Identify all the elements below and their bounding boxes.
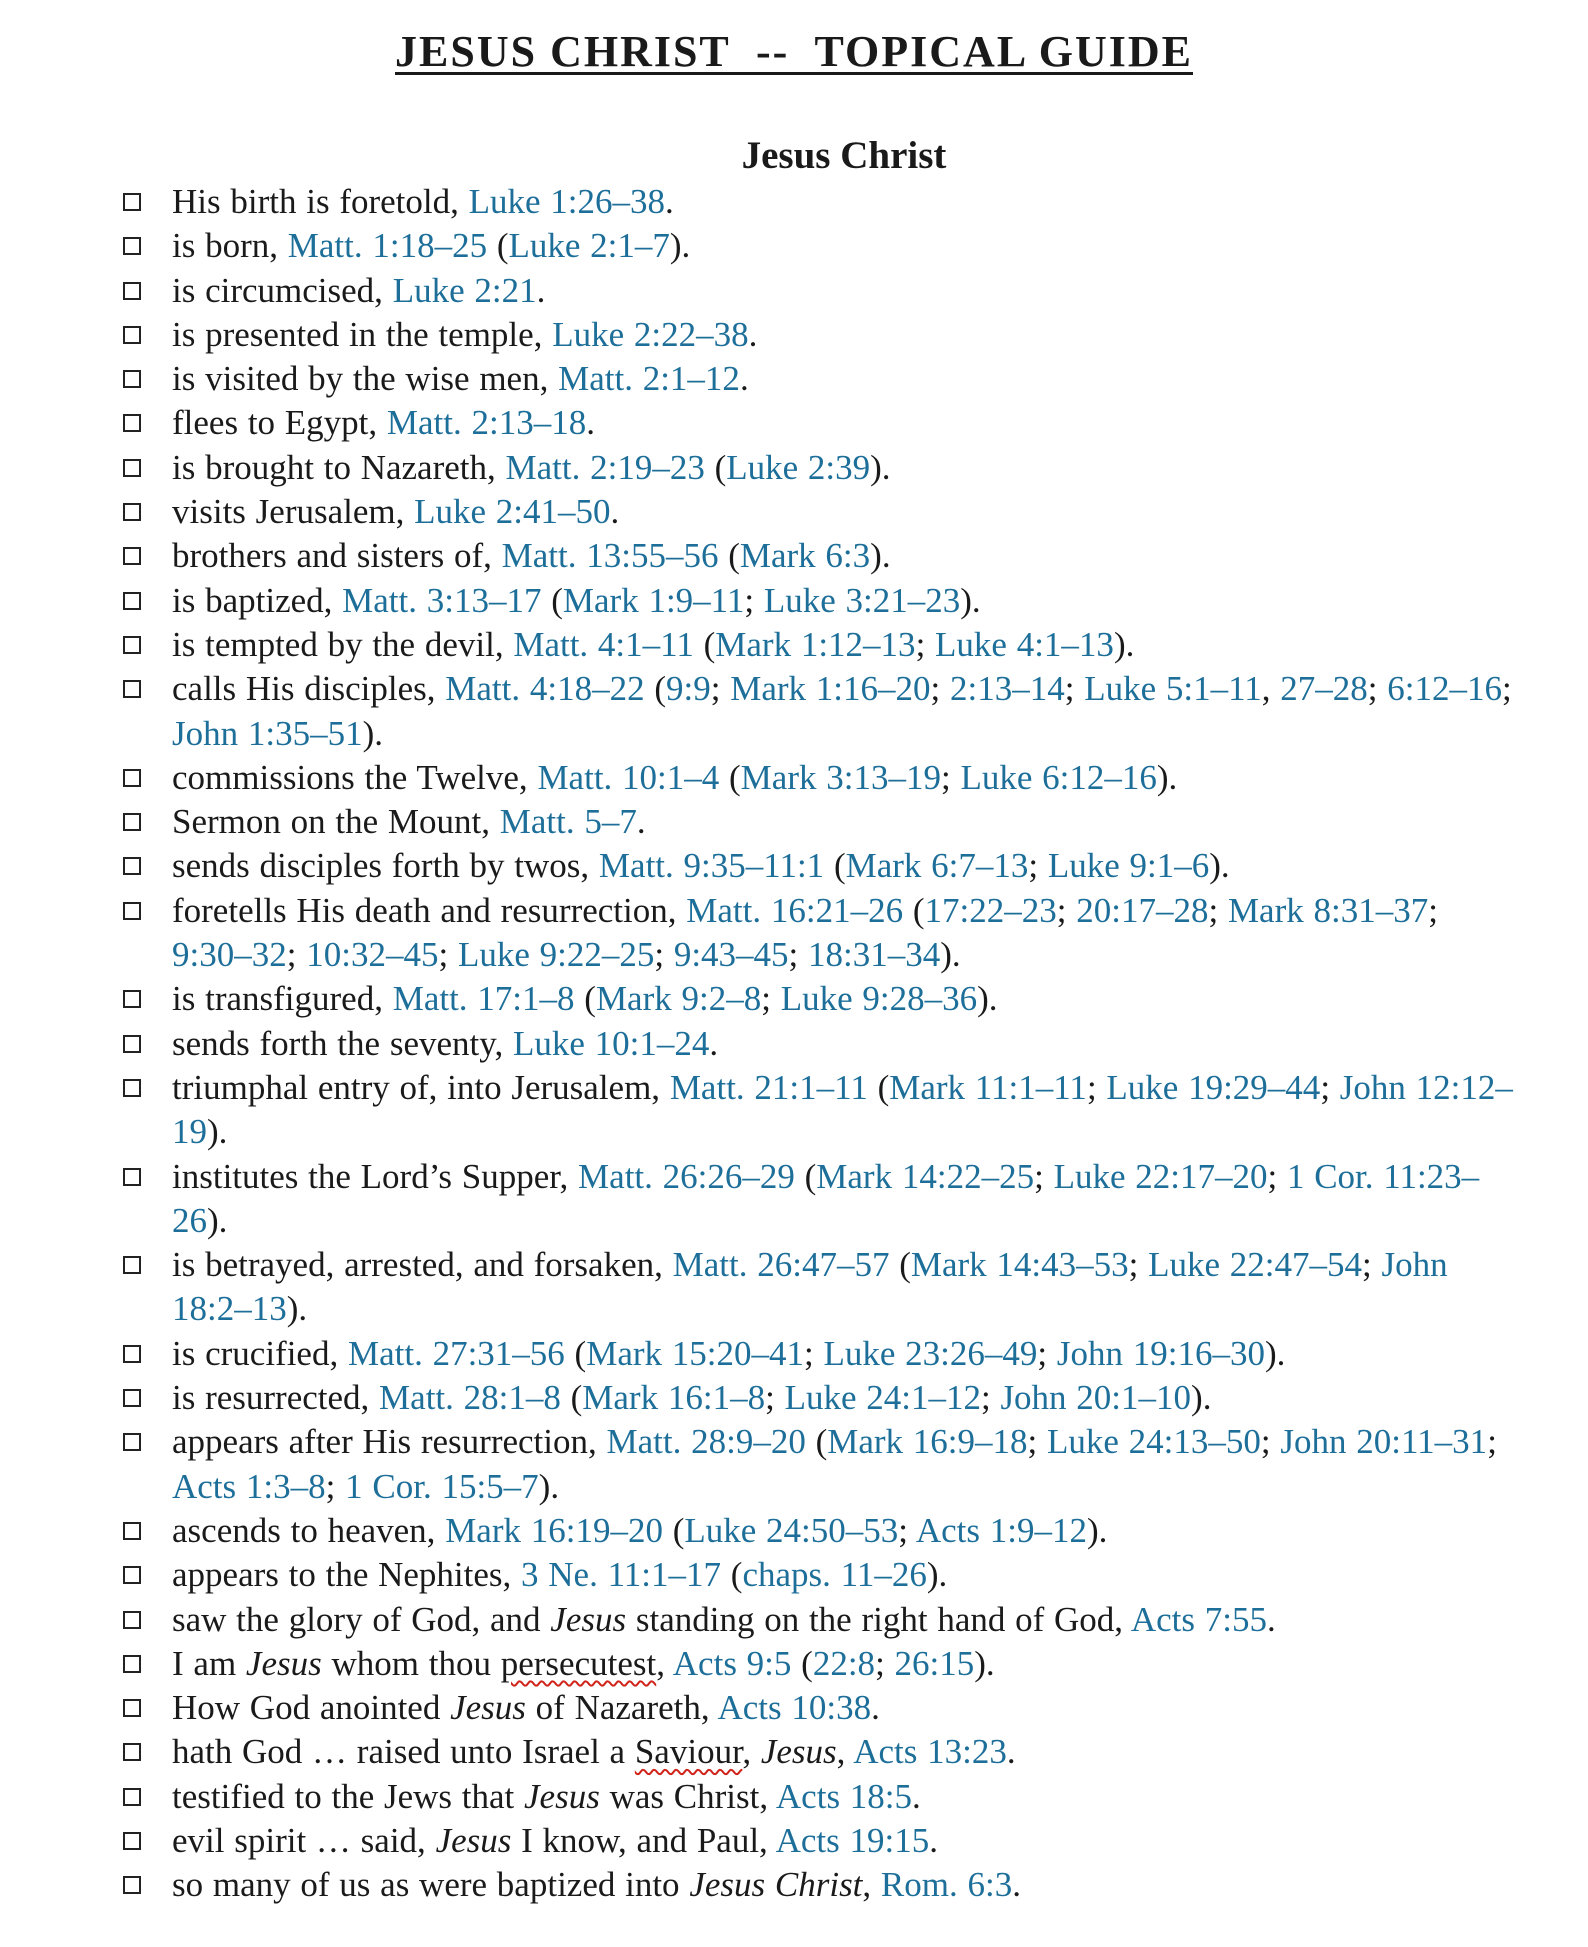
scripture-reference-link[interactable]: Luke 2:1–7 (508, 226, 670, 266)
entry-text: ). (286, 1289, 308, 1329)
scripture-reference-link[interactable]: Matt. 27:31–56 (347, 1333, 565, 1373)
entry-text: ( (824, 846, 846, 886)
entry-text: ). (207, 1112, 228, 1152)
scripture-reference-link[interactable]: Luke 22:47–54 (1148, 1245, 1363, 1285)
entry-text: ( (693, 624, 716, 664)
entry-text: ). (870, 447, 891, 487)
scripture-reference-link[interactable]: Luke 22:17–20 (1053, 1156, 1268, 1196)
topic-entry (120, 800, 1520, 844)
entry-text: ; (1034, 1156, 1054, 1196)
entry-text: ; (1260, 1422, 1281, 1462)
scripture-reference-link[interactable]: Mark 11:1–11 (889, 1067, 1087, 1107)
topic-entry (120, 623, 1520, 667)
entry-text: How God anointed (172, 1688, 451, 1728)
entry-text: ). (870, 536, 891, 576)
entry-text: ; (898, 1510, 916, 1550)
entry-text: . (536, 270, 546, 310)
scripture-reference-link[interactable]: 20:17–28 (1076, 890, 1209, 930)
entry-text: hath God … raised unto Israel a (172, 1732, 635, 1772)
checkbox-icon[interactable] (123, 1522, 141, 1540)
entry-text: ). (669, 226, 691, 266)
entry-text: whom thou (321, 1643, 501, 1683)
scripture-reference-link[interactable]: Mark 1:9–11 (562, 580, 745, 620)
scripture-reference-link[interactable]: 9:30–32 (172, 935, 287, 975)
emphasized-text: Jesus (550, 1599, 627, 1639)
scripture-reference-link[interactable]: Luke 4:1–13 (935, 624, 1114, 664)
topic-entry (120, 844, 1520, 888)
checkbox-icon[interactable] (123, 326, 141, 344)
entry-text: ). (1191, 1378, 1212, 1418)
entry-text: ; (875, 1643, 895, 1683)
page-title-text: JESUS CHRIST -- TOPICAL GUIDE (395, 27, 1193, 76)
entry-text: ( (794, 1156, 817, 1196)
entry-text: is brought to Nazareth, (172, 447, 506, 487)
checkbox-icon[interactable] (123, 857, 141, 875)
scripture-reference-link[interactable]: Mark 9:2–8 (595, 979, 762, 1019)
scripture-reference-link[interactable]: chaps. 11–26 (742, 1555, 927, 1595)
topic-entry (120, 1863, 1520, 1907)
scripture-reference-link[interactable]: Matt. 13:55–56 (501, 536, 719, 576)
topic-entry (120, 180, 1520, 224)
entry-text: ). (960, 580, 981, 620)
scripture-reference-link[interactable]: Luke 24:50–53 (684, 1510, 899, 1550)
entry-text: ( (487, 226, 509, 266)
scripture-reference-link[interactable]: 6:12–16 (1387, 669, 1503, 709)
entry-text: . (610, 492, 620, 532)
emphasized-text: Jesus (245, 1643, 322, 1683)
checkbox-icon[interactable] (123, 1743, 141, 1761)
scripture-reference-link[interactable]: Mark 15:20–41 (586, 1333, 804, 1373)
entry-text: ( (704, 447, 727, 487)
entry-text: . (748, 314, 758, 354)
entry-text: . (739, 359, 749, 399)
scripture-reference-link[interactable]: Luke 1:26–38 (468, 182, 666, 221)
entry-text: . (912, 1776, 921, 1816)
entry-text: is visited by the wise men, (172, 359, 559, 399)
scripture-reference-link[interactable]: Acts 18:5 (775, 1776, 913, 1816)
checkbox-icon[interactable] (123, 193, 141, 211)
scripture-reference-link[interactable]: 1 Cor. 11:23–26 (172, 1156, 1480, 1240)
scripture-reference-link[interactable]: Luke 23:26–49 (823, 1333, 1038, 1373)
scripture-reference-link[interactable]: Mark 6:7–13 (845, 846, 1029, 886)
scripture-reference-link[interactable]: Mark 16:19–20 (445, 1510, 663, 1550)
checkbox-icon[interactable] (123, 592, 141, 610)
topic-entry (120, 1686, 1520, 1730)
scripture-reference-link[interactable]: Luke 19:29–44 (1106, 1067, 1321, 1107)
scripture-reference-link[interactable]: Matt. 2:19–23 (505, 447, 705, 487)
scripture-reference-link[interactable]: Luke 2:39 (726, 447, 871, 487)
scripture-reference-link[interactable]: Luke 6:12–16 (960, 757, 1157, 797)
topic-entry (120, 1155, 1520, 1244)
checkbox-icon[interactable] (123, 769, 141, 787)
topic-entry (120, 1642, 1520, 1686)
entry-text: ( (721, 1555, 743, 1595)
spellcheck-flagged-word[interactable]: Saviour (634, 1732, 743, 1772)
topic-entry (120, 756, 1520, 800)
entry-text: ; (765, 1378, 785, 1418)
scripture-reference-link[interactable]: 27–28 (1280, 669, 1368, 709)
scripture-reference-link[interactable]: Rom. 6:3 (880, 1865, 1013, 1905)
entry-text: I know, and Paul, (511, 1820, 776, 1860)
entry-text: ; (1086, 1067, 1107, 1107)
entry-text: brothers and sisters of, (172, 536, 502, 576)
scripture-reference-link[interactable]: John 12:12–19 (172, 1067, 1513, 1152)
entry-text: ; (710, 669, 731, 709)
scripture-reference-link[interactable]: Luke 9:28–36 (780, 979, 978, 1019)
scripture-reference-link[interactable]: Luke 10:1–24 (512, 1023, 710, 1063)
entry-text: ( (889, 1245, 911, 1285)
entry-text: ( (644, 669, 666, 709)
entry-text: . (1006, 1732, 1016, 1772)
topic-entry-list (120, 180, 1520, 1908)
scripture-reference-link[interactable]: Mark 1:16–20 (730, 669, 931, 709)
topic-entry (120, 446, 1520, 490)
topic-entry (120, 977, 1520, 1021)
checkbox-icon[interactable] (123, 282, 141, 300)
entry-text: ). (1264, 1333, 1286, 1373)
entry-text: sends disciples forth by twos, (172, 846, 599, 886)
scripture-reference-link[interactable]: Matt. 2:1–12 (558, 359, 740, 399)
checkbox-icon[interactable] (123, 1699, 141, 1717)
entry-text: ; (1362, 1245, 1382, 1285)
entry-text: ). (1086, 1510, 1108, 1550)
scripture-reference-link[interactable]: John 20:11–31 (1280, 1422, 1488, 1462)
topic-entry (120, 1243, 1520, 1332)
entry-text: ; (940, 757, 961, 797)
entry-text: is transfigured, (172, 979, 393, 1019)
entry-text: , (742, 1732, 761, 1772)
entry-text: ; (980, 1378, 1001, 1418)
entry-text: , (656, 1643, 673, 1683)
entry-text: ). (974, 1643, 995, 1683)
entry-text: ; (1487, 1422, 1497, 1462)
entry-text: I am (172, 1643, 246, 1683)
topic-entry (120, 1598, 1520, 1642)
scripture-reference-link[interactable]: 9:43–45 (673, 935, 789, 975)
checkbox-icon[interactable] (123, 503, 141, 521)
scripture-reference-link[interactable]: Matt. 21:1–11 (669, 1067, 868, 1107)
entry-text: ; (1128, 1245, 1149, 1285)
scripture-reference-link[interactable]: Mark 16:9–18 (827, 1422, 1028, 1462)
scripture-reference-link[interactable]: Matt. 26:47–57 (672, 1245, 890, 1285)
scripture-reference-link[interactable]: 18:31–34 (808, 935, 941, 975)
scripture-reference-link[interactable]: Luke 2:22–38 (552, 314, 749, 354)
entry-text: of Nazareth, (525, 1688, 718, 1728)
entry-text: standing on the right hand of God, (626, 1599, 1131, 1639)
scripture-reference-link[interactable]: Matt. 17:1–8 (392, 979, 575, 1019)
entry-text: institutes the Lord’s Supper, (172, 1156, 579, 1196)
entry-text: ; (438, 935, 458, 975)
checkbox-icon[interactable] (123, 547, 141, 565)
scripture-reference-link[interactable]: Acts 9:5 (672, 1643, 792, 1683)
topic-entry (120, 1775, 1520, 1819)
entry-text: is crucified, (172, 1333, 348, 1373)
entry-text: saw the glory of God, and (172, 1599, 551, 1639)
scripture-reference-link[interactable]: Mark 14:22–25 (816, 1156, 1035, 1196)
checkbox-icon[interactable] (123, 459, 141, 477)
entry-text: ). (538, 1466, 560, 1506)
topic-entry (120, 1553, 1520, 1597)
entry-text: evil spirit … said, (172, 1820, 436, 1860)
scripture-reference-link[interactable]: John 18:2–13 (172, 1245, 1448, 1329)
scripture-reference-link[interactable]: Matt. 5–7 (499, 802, 637, 842)
entry-text: visits Jerusalem, (172, 492, 415, 532)
scripture-reference-link[interactable]: Luke 2:41–50 (414, 492, 611, 532)
checkbox-icon[interactable] (123, 1079, 141, 1097)
entry-text: ; (1037, 1333, 1057, 1373)
scripture-reference-link[interactable]: Luke 2:21 (392, 270, 537, 310)
scripture-reference-link[interactable]: Luke 9:22–25 (457, 935, 655, 975)
scripture-reference-link[interactable]: Matt. 16:21–26 (686, 890, 904, 930)
topic-entry (120, 667, 1520, 756)
topic-entry (120, 889, 1520, 978)
topic-entry (120, 1376, 1520, 1420)
entry-text: testified to the Jews that (172, 1776, 525, 1816)
entry-text: is betrayed, arrested, and forsaken, (172, 1245, 673, 1285)
checkbox-icon[interactable] (123, 813, 141, 831)
entry-text: ; (1267, 1156, 1287, 1196)
entry-text: ; (761, 979, 781, 1019)
entry-text: . (586, 403, 595, 443)
topic-entry (120, 357, 1520, 401)
entry-text: . (665, 182, 674, 221)
entry-text: ; (788, 935, 809, 975)
scripture-reference-link[interactable]: Mark 14:43–53 (910, 1245, 1129, 1285)
entry-text: ; (1428, 890, 1438, 930)
entry-text: , (1261, 669, 1281, 709)
entry-text: calls His disciples, (172, 669, 446, 709)
entry-text: . (929, 1820, 939, 1860)
checkbox-icon[interactable] (123, 237, 141, 255)
scripture-reference-link[interactable]: John 20:1–10 (1000, 1378, 1192, 1418)
entry-text: Sermon on the Mount, (172, 802, 500, 842)
checkbox-icon[interactable] (123, 370, 141, 388)
entry-text: ; (1027, 1422, 1048, 1462)
scripture-reference-link[interactable]: 17:22–23 (924, 890, 1057, 930)
entry-text: ). (926, 1555, 948, 1595)
entry-text: ; (1056, 890, 1077, 930)
checkbox-icon[interactable] (123, 1611, 141, 1629)
entry-text: sends forth the seventy, (172, 1023, 513, 1063)
entry-text: is resurrected, (172, 1378, 380, 1418)
checkbox-icon[interactable] (123, 1256, 141, 1274)
entry-text: ). (1156, 757, 1178, 797)
topic-entry (120, 1819, 1520, 1863)
entry-text: ( (791, 1643, 813, 1683)
emphasized-text: Jesus (450, 1688, 526, 1728)
entry-text: His birth is foretold, (172, 182, 469, 221)
checkbox-icon[interactable] (123, 1345, 141, 1363)
entry-text: ( (560, 1378, 583, 1418)
scripture-reference-link[interactable]: 2:13–14 (949, 669, 1065, 709)
page-title (0, 24, 1588, 80)
entry-text: ). (940, 935, 961, 975)
scripture-reference-link[interactable]: Matt. 2:13–18 (386, 403, 587, 443)
entry-text: ; (1208, 890, 1228, 930)
entry-text: ( (564, 1333, 587, 1373)
section-heading: Jesus Christ (741, 134, 947, 177)
checkbox-icon[interactable] (123, 990, 141, 1008)
entry-text: ; (325, 1466, 346, 1506)
topic-entry (120, 224, 1520, 268)
entry-text: so many of us as were baptized into (172, 1865, 690, 1905)
scripture-reference-link[interactable]: Acts 19:15 (775, 1820, 930, 1860)
scripture-reference-link[interactable]: Acts 1:9–12 (915, 1510, 1087, 1550)
spellcheck-flagged-word[interactable]: persecutest (500, 1643, 657, 1683)
entry-text: ; (1367, 669, 1388, 709)
entry-text: ; (930, 669, 950, 709)
entry-text: is circumcised, (172, 270, 393, 310)
emphasized-text: Jesus (524, 1776, 600, 1816)
scripture-reference-link[interactable]: Mark 3:13–19 (740, 757, 941, 797)
scripture-reference-link[interactable]: Matt. 28:1–8 (379, 1378, 561, 1418)
checkbox-icon[interactable] (123, 636, 141, 654)
entry-text: , (836, 1732, 854, 1772)
scripture-reference-link[interactable]: 9:9 (665, 669, 711, 709)
scripture-reference-link[interactable]: Matt. 4:1–11 (513, 624, 694, 664)
topic-entry (120, 269, 1520, 313)
checkbox-icon[interactable] (123, 1788, 141, 1806)
entry-text: ( (903, 890, 925, 930)
checkbox-icon[interactable] (123, 1433, 141, 1451)
emphasized-text: Jesus Christ (689, 1865, 863, 1905)
scripture-reference-link[interactable]: Luke 9:1–6 (1047, 846, 1210, 886)
emphasized-text: Jesus (435, 1820, 512, 1860)
entry-text: ( (718, 536, 740, 576)
entry-text: ; (286, 935, 307, 975)
checkbox-icon[interactable] (123, 1876, 141, 1894)
entry-text: appears after His resurrection, (172, 1422, 607, 1462)
topic-entry (120, 1022, 1520, 1066)
scripture-reference-link[interactable]: 22:8 (812, 1643, 876, 1683)
checkbox-icon[interactable] (123, 1035, 141, 1053)
checkbox-icon[interactable] (123, 1832, 141, 1850)
entry-text: . (636, 802, 646, 842)
checkbox-icon[interactable] (123, 1566, 141, 1584)
entry-text: . (1267, 1599, 1276, 1639)
scripture-reference-link[interactable]: Matt. 9:35–11:1 (598, 846, 825, 886)
entry-text: ; (1064, 669, 1085, 709)
topic-entry (120, 490, 1520, 534)
scripture-reference-link[interactable]: John 19:16–30 (1056, 1333, 1265, 1373)
entry-text: . (709, 1023, 719, 1063)
checkbox-icon[interactable] (123, 1389, 141, 1407)
entry-text: . (1012, 1865, 1021, 1905)
scripture-reference-link[interactable]: Acts 10:38 (717, 1688, 872, 1728)
scripture-reference-link[interactable]: Mark 6:3 (739, 536, 871, 576)
entry-text: ( (805, 1422, 828, 1462)
entry-text: foretells His death and resurrection, (172, 890, 687, 930)
scripture-reference-link[interactable]: John 1:35–51 (172, 713, 363, 753)
scripture-reference-link[interactable]: 1 Cor. 15:5–7 (345, 1466, 539, 1506)
entry-text: ). (977, 979, 998, 1019)
entry-text: is presented in the temple, (172, 314, 553, 354)
checkbox-icon[interactable] (123, 902, 141, 920)
entry-text: ; (804, 1333, 824, 1373)
entry-text: commissions the Twelve, (172, 757, 538, 797)
entry-text: , (862, 1865, 881, 1905)
checkbox-icon[interactable] (123, 1655, 141, 1673)
entry-text: is baptized, (172, 580, 343, 620)
scripture-reference-link[interactable]: Matt. 3:13–17 (342, 580, 542, 620)
entry-text: ( (574, 979, 596, 1019)
scripture-reference-link[interactable]: Matt. 26:26–29 (578, 1156, 795, 1196)
topic-entry (120, 579, 1520, 623)
emphasized-text: Jesus (760, 1732, 837, 1772)
entry-text: ; (1028, 846, 1048, 886)
entry-text: ; (1320, 1067, 1340, 1107)
topic-entry (120, 534, 1520, 578)
entry-text: ; (744, 580, 764, 620)
entry-text: triumphal entry of, into Jerusalem, (172, 1067, 670, 1107)
entry-text: appears to the Nephites, (172, 1555, 522, 1595)
scripture-reference-link[interactable]: Mark 1:12–13 (715, 624, 916, 664)
scripture-reference-link[interactable]: Mark 8:31–37 (1227, 890, 1429, 930)
entry-text: ; (915, 624, 936, 664)
scripture-reference-link[interactable]: Acts 13:23 (853, 1732, 1007, 1772)
scripture-reference-link[interactable]: Luke 24:13–50 (1047, 1422, 1261, 1462)
entry-text: . (871, 1688, 880, 1728)
topic-entry (120, 1730, 1520, 1774)
entry-text: ; (654, 935, 674, 975)
scripture-reference-link[interactable]: Luke 5:1–11 (1084, 669, 1262, 709)
topic-entry (120, 401, 1520, 445)
entry-text: ; (1502, 669, 1512, 709)
entry-text: ( (662, 1510, 685, 1550)
entry-text: ). (362, 713, 384, 753)
entry-text: ( (867, 1067, 890, 1107)
scripture-reference-link[interactable]: Luke 3:21–23 (763, 580, 961, 620)
scripture-reference-link[interactable]: Matt. 1:18–25 (287, 226, 488, 266)
entry-text: is born, (172, 226, 288, 266)
entry-text: ( (541, 580, 563, 620)
entry-text: flees to Egypt, (172, 403, 387, 443)
scripture-reference-link[interactable]: 26:15 (894, 1643, 975, 1683)
entry-text: ). (207, 1200, 228, 1240)
checkbox-icon[interactable] (123, 680, 141, 698)
entry-text: ). (1113, 624, 1135, 664)
scripture-reference-link[interactable]: Matt. 4:18–22 (445, 669, 645, 709)
scripture-reference-link[interactable]: Luke 24:1–12 (784, 1378, 981, 1418)
scripture-reference-link[interactable]: Acts 7:55 (1130, 1599, 1268, 1639)
entry-text: was Christ, (599, 1776, 776, 1816)
topic-entry (120, 1066, 1520, 1155)
topic-entry (120, 1509, 1520, 1553)
scripture-reference-link[interactable]: 10:32–45 (306, 935, 439, 975)
topic-entry (120, 313, 1520, 357)
topic-entry (120, 1420, 1520, 1509)
scripture-reference-link[interactable]: Acts 1:3–8 (172, 1466, 326, 1506)
scripture-reference-link[interactable]: Mark 16:1–8 (582, 1378, 766, 1418)
scripture-reference-link[interactable]: 3 Ne. 11:1–17 (521, 1555, 722, 1595)
entry-text: is tempted by the devil, (172, 624, 514, 664)
entry-text: ascends to heaven, (172, 1510, 446, 1550)
checkbox-icon[interactable] (123, 1168, 141, 1186)
scripture-reference-link[interactable]: Matt. 10:1–4 (537, 757, 720, 797)
topic-entry (120, 1332, 1520, 1376)
checkbox-icon[interactable] (123, 414, 141, 432)
scripture-reference-link[interactable]: Matt. 28:9–20 (606, 1422, 806, 1462)
entry-text: ). (1209, 846, 1230, 886)
entry-text: ( (719, 757, 741, 797)
